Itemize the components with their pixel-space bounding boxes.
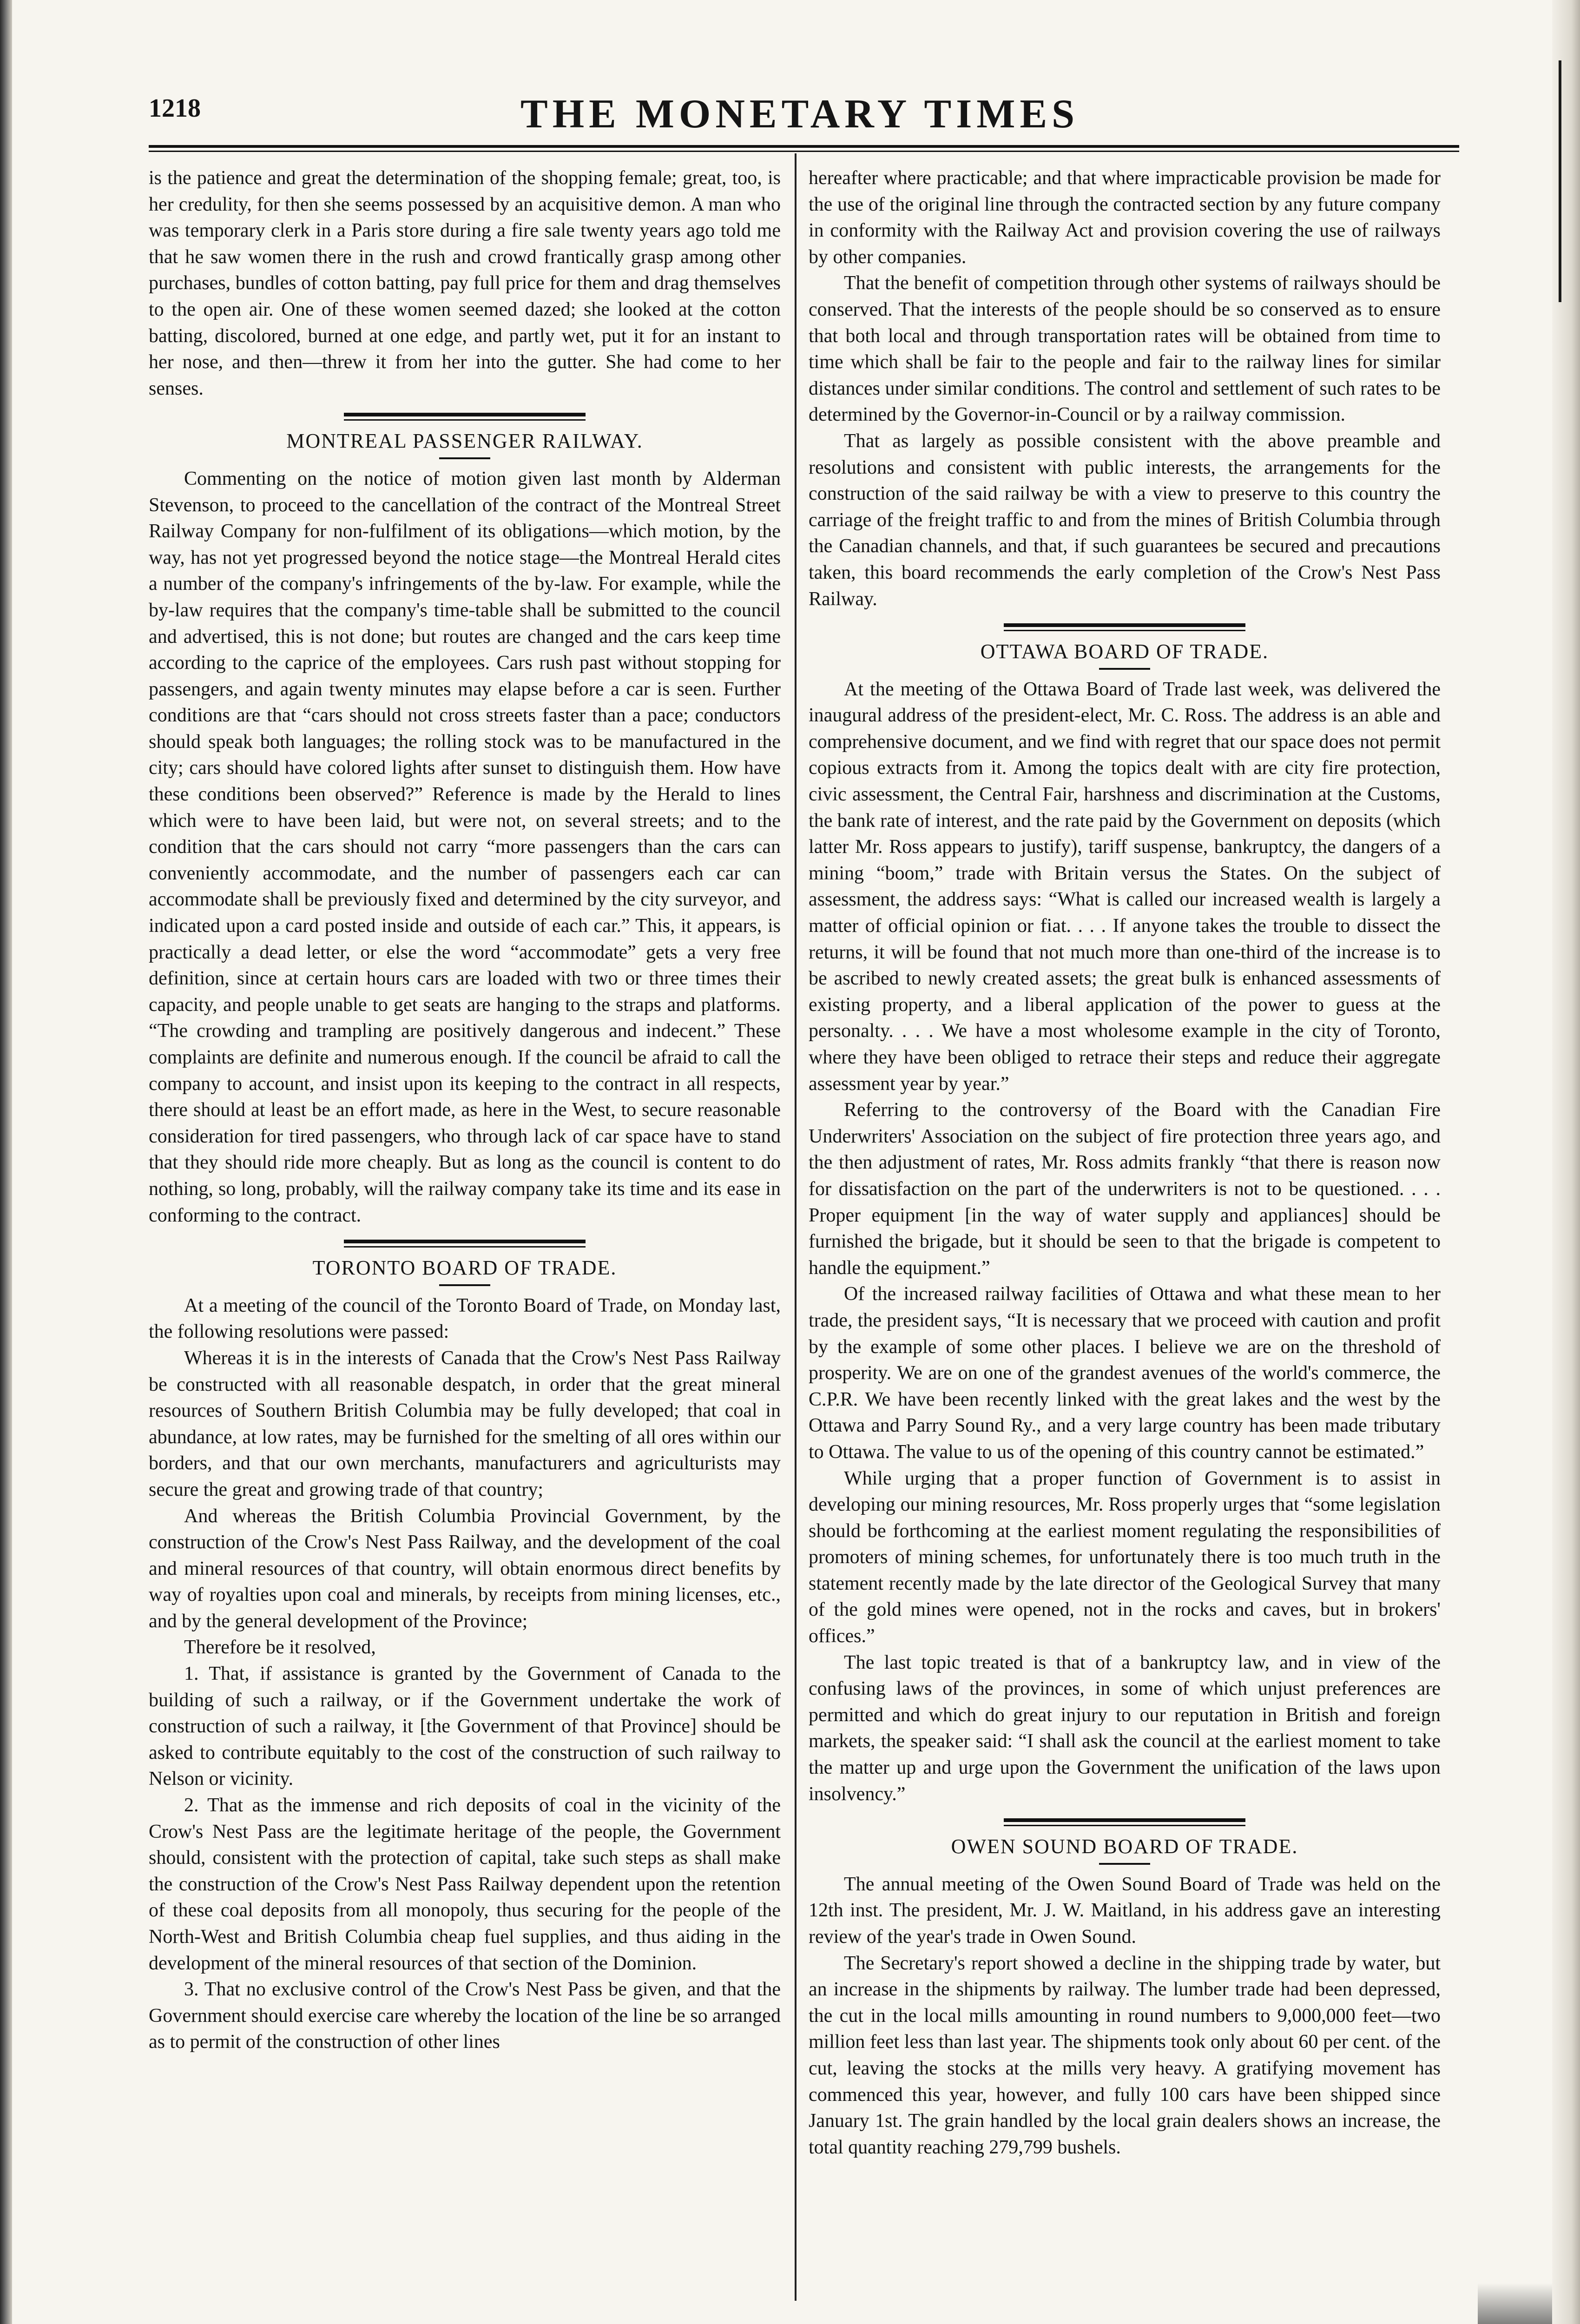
section-separator xyxy=(344,413,586,421)
ottawa-paragraph: Referring to the controversy of the Board with the Canadian Fire Underwriters' Association on the subject of fire protection three years ago, and the then adjustment of rates, Mr. Ross admits frankly “that there is reason now for dissatisfaction on the part of the underwriters is not to be questioned. . . . Proper equipment [in the way of water supply and appliances] should be furnished the brigade, but it should be seen to that the brigade is competent to handle the equipment.” xyxy=(809,1099,1441,1279)
page-header xyxy=(149,91,1459,137)
masthead-title: THE MONETARY TIMES xyxy=(520,92,1080,137)
montreal-section-title: MONTREAL PASSENGER RAILWAY. xyxy=(286,429,643,453)
column-divider xyxy=(795,153,797,2301)
right-column xyxy=(809,165,1441,2160)
page-number: 1218 xyxy=(149,94,201,123)
owen-sound-paragraph: The annual meeting of the Owen Sound Board of Trade was held on the 12th inst. The president, Mr. J. W. Maitland, in his address gave an interesting review of the year's trade in Owen Sound. xyxy=(809,1873,1441,1948)
toronto-continuation: hereafter where practicable; and that where impracticable provision be made for the use of the original line through the contracted section by any future company in conformity with the Railway Act and provision covering the use of railways by other companies. xyxy=(809,167,1441,268)
toronto-resolution: 1. That, if assistance is granted by the Government of Canada to the building of such a railway, or if the Government undertake the work of construction of such a railway, it [the Government of that Province] should be asked to contribute equitably to the cost of the construction of such railway to Nelson or vicinity. xyxy=(149,1663,781,1790)
title-underline xyxy=(1099,668,1150,670)
section-separator xyxy=(344,1240,586,1248)
title-underline xyxy=(439,1284,490,1286)
page-right-edge xyxy=(1552,0,1580,2324)
ottawa-paragraph: The last topic treated is that of a bankruptcy law, and in view of the confusing laws of the provinces, in some of which unjust preferences are permitted and which do great injury to our reputation in British and foreign markets, the speaker said: “I shall ask the council at the earliest moment to take the matter up and urge upon the Government the unification of the laws upon insolvency.” xyxy=(809,1651,1441,1805)
header-rule-thin xyxy=(149,151,1459,152)
left-column xyxy=(149,165,781,2055)
toronto-paragraph: At a meeting of the council of the Toronto Board of Trade, on Monday last, the following resolutions were passed: xyxy=(149,1294,781,1343)
ottawa-paragraph: At the meeting of the Ottawa Board of Trade last week, was delivered the inaugural address of the president-elect, Mr. C. Ross. The address is an able and comprehensive document, and we find with regret that our space does not permit copious extracts from it. Among the topics dealt with are city fire protection, civic assessment, the Central Fair, harshness and discrimination at the Customs, the bank rate of interest, and the rate paid by the Government on deposits (which latter Mr. Ross appears to justify), tariff suspense, bankruptcy, the dangers of a mining “boom,” trade with Britain versus the States. On the subject of assessment, the address says: “What is called our increased wealth is largely a matter of official opinion or fiat. . . . If anyone takes the trouble to dissect the returns, it will be found that not much more than one-third of the increase is to be ascribed to newly created assets; the great bulk is enhanced assessments of existing property, and a liberal application of the power to guess at the personalty. . . . We have a most wholesome example in the city of Toronto, where they have been obliged to retrace their steps and reduce their aggregate assessment year by year.” xyxy=(809,678,1441,1095)
toronto-paragraph: That the benefit of competition through other systems of railways should be conserved. That the interests of the people should be so conserved as to ensure that both local and through transportation rates will be obtained from time to time which shall be fair to the people and fair to the railway lines for similar distances under similar conditions. The control and settlement of such rates to be determined by the Governor-in-Council or by a railway commission. xyxy=(809,272,1441,426)
ottawa-paragraph: While urging that a proper function of Government is to assist in developing our mining resources, Mr. Ross properly urges that “some legislation should be forthcoming at the earliest moment regulating the responsibilities of promoters of mining schemes, for unfortunately there is too much truth in the statement recently made by the late director of the Geological Survey that many of the gold mines were opened, not in the rocks and caves, but in brokers' offices.” xyxy=(809,1467,1441,1647)
toronto-section-title: TORONTO BOARD OF TRADE. xyxy=(312,1256,617,1280)
toronto-paragraph: And whereas the British Columbia Provincial Government, by the construction of the Crow's Nest Pass Railway, and the development of the coal and mineral resources of that country, will obtain enormous direct benefits by way of royalties upon coal and minerals, by receipts from mining licenses, etc., and by the general development of the Province; xyxy=(149,1505,781,1632)
montreal-paragraph: Commenting on the notice of motion given last month by Alderman Stevenson, to proceed to the cancellation of the contract of the Montreal Street Railway Company for non-fulfilment of its obligations—which motion, by the way, has not yet progressed beyond the notice stage—the Montreal Herald cites a number of the company's infringements of the by-law. For example, while the by-law requires that the company's time-table shall be submitted to the council and advertised, this is not done; but routes are changed and the cars keep time according to the caprice of the employees. Cars rush past without stopping for passengers, and again twenty minutes may elapse before a car is seen. Further conditions are that “cars should not cross streets faster than a pace; conductors should speak both languages; the rolling stock was to be manufactured in the city; cars should have colored lights after sunset to distinguish them. How have these conditions been observed?” Reference is made by the Herald to lines which were to have been laid, but were not, on several streets; and to the condition that the cars should not carry “more passengers than the cars can conveniently accommodate, and the number of passengers each car can accommodate shall be previously fixed and determined by the city surveyor, and indicated upon a card posted inside and outside of each car.” This, it appears, is practically a dead letter, or else the word “accommodate” gets a very free definition, since at certain hours cars are loaded with two or three times their capacity, and people unable to get seats are hanging to the straps and platforms. “The crowding and trampling are positively dangerous and indecent.” These complaints are definite and numerous enough. If the council be afraid to call the company to account, and insist upon its keeping to the contract in all respects, there should at least be an effort made, as here in the West, to secure reasonable consideration for tired passengers, who through lack of car space have to stand that they should ride more cheaply. But as long as the council is content to do nothing, so long, probably, will the railway company take its time and its ease in conforming to the contract. xyxy=(149,468,781,1226)
owen-sound-paragraph: The Secretary's report showed a decline in the shipping trade by water, but an increase in the shipments by railway. The lumber trade had been depressed, the cut in the local mills amounting in round numbers to 9,000,000 feet—two million feet less than last year. The shipments took only about 60 per cent. of the cut, leaving the stocks at the mills very heavy. A gratifying movement has commenced this year, however, and fully 100 cars have been shipped since January 1st. The grain handled by the local grain dealers shows an increase, the total quantity reaching 279,799 bushels. xyxy=(809,1952,1441,2158)
title-underline xyxy=(1099,1863,1150,1865)
toronto-paragraph: Whereas it is in the interests of Canada that the Crow's Nest Pass Railway be constructed with all reasonable despatch, in order that the great mineral resources of Southern British Columbia may be fully developed; that coal in abundance, at low rates, may be furnished for the smelting of all ores within our borders, and that our own merchants, manufacturers and agriculturists may secure the great and growing trade of that country; xyxy=(149,1347,781,1500)
page-edge-shadow xyxy=(1559,60,1561,302)
ottawa-paragraph: Of the increased railway facilities of Ottawa and what these mean to her trade, the president says, “It is necessary that we proceed with caution and profit by the example of some other places. I believe we are on the threshold of prosperity. We are on one of the grandest avenues of the world's commerce, the C.P.R. We have been recently linked with the great lakes and the west by the Ottawa and Parry Sound Ry., and a very large country has been made tributary to Ottawa. The value to us of the opening of this country cannot be estimated.” xyxy=(809,1283,1441,1463)
toronto-resolution: 3. That no exclusive control of the Crow's Nest Pass be given, and that the Government should exercise care whereby the location of the line be so arranged as to permit of the construction of other lines xyxy=(149,1979,781,2053)
section-separator xyxy=(1004,1818,1245,1826)
page-corner-shadow xyxy=(1478,2283,1552,2324)
title-underline xyxy=(439,457,490,459)
section-separator xyxy=(1004,623,1245,631)
toronto-paragraph: That as largely as possible consistent with the above preamble and resolutions and consistent with public interests, the arrangements for the construction of the said railway be with a view to preserve to this country the carriage of the freight traffic to and from the mines of British Columbia through the Canadian channels, and that, if such guarantees be secured and precautions taken, this board recommends the early completion of the Crow's Nest Pass Railway. xyxy=(809,430,1441,610)
intro-paragraph: is the patience and great the determination of the shopping female; great, too, is her credulity, for then she seems possessed by an acquisitive demon. A man who was temporary clerk in a Paris store during a fire sale twenty years ago told me that he saw women there in the rush and crowd frantically grasp among other purchases, bundles of cotton batting, pay full price for them and drag themselves to the open air. One of these women seemed dazed; she looked at the cotton batting, discolored, burned at one edge, and partly wet, put it for an instant to her nose, and then—threw it from her into the gutter. She had come to her senses. xyxy=(149,167,781,399)
owen-sound-section-title: OWEN SOUND BOARD OF TRADE. xyxy=(951,1835,1298,1858)
toronto-resolution: 2. That as the immense and rich deposits of coal in the vicinity of the Crow's Nest Pass are the legitimate heritage of the people, the Government should, consistent with the protection of capital, take such steps as shall make the construction of the Crow's Nest Pass Railway dependent upon the retention of these coal deposits from all monopoly, thus securing for the people of the North-West and British Columbia cheap fuel supplies, and thus aiding in the development of the mineral resources of that section of the Dominion. xyxy=(149,1795,781,1974)
page-binding-edge xyxy=(0,0,12,2324)
ottawa-section-title: OTTAWA BOARD OF TRADE. xyxy=(980,640,1269,663)
toronto-paragraph: Therefore be it resolved, xyxy=(184,1637,376,1658)
header-rule-thick xyxy=(149,145,1459,148)
